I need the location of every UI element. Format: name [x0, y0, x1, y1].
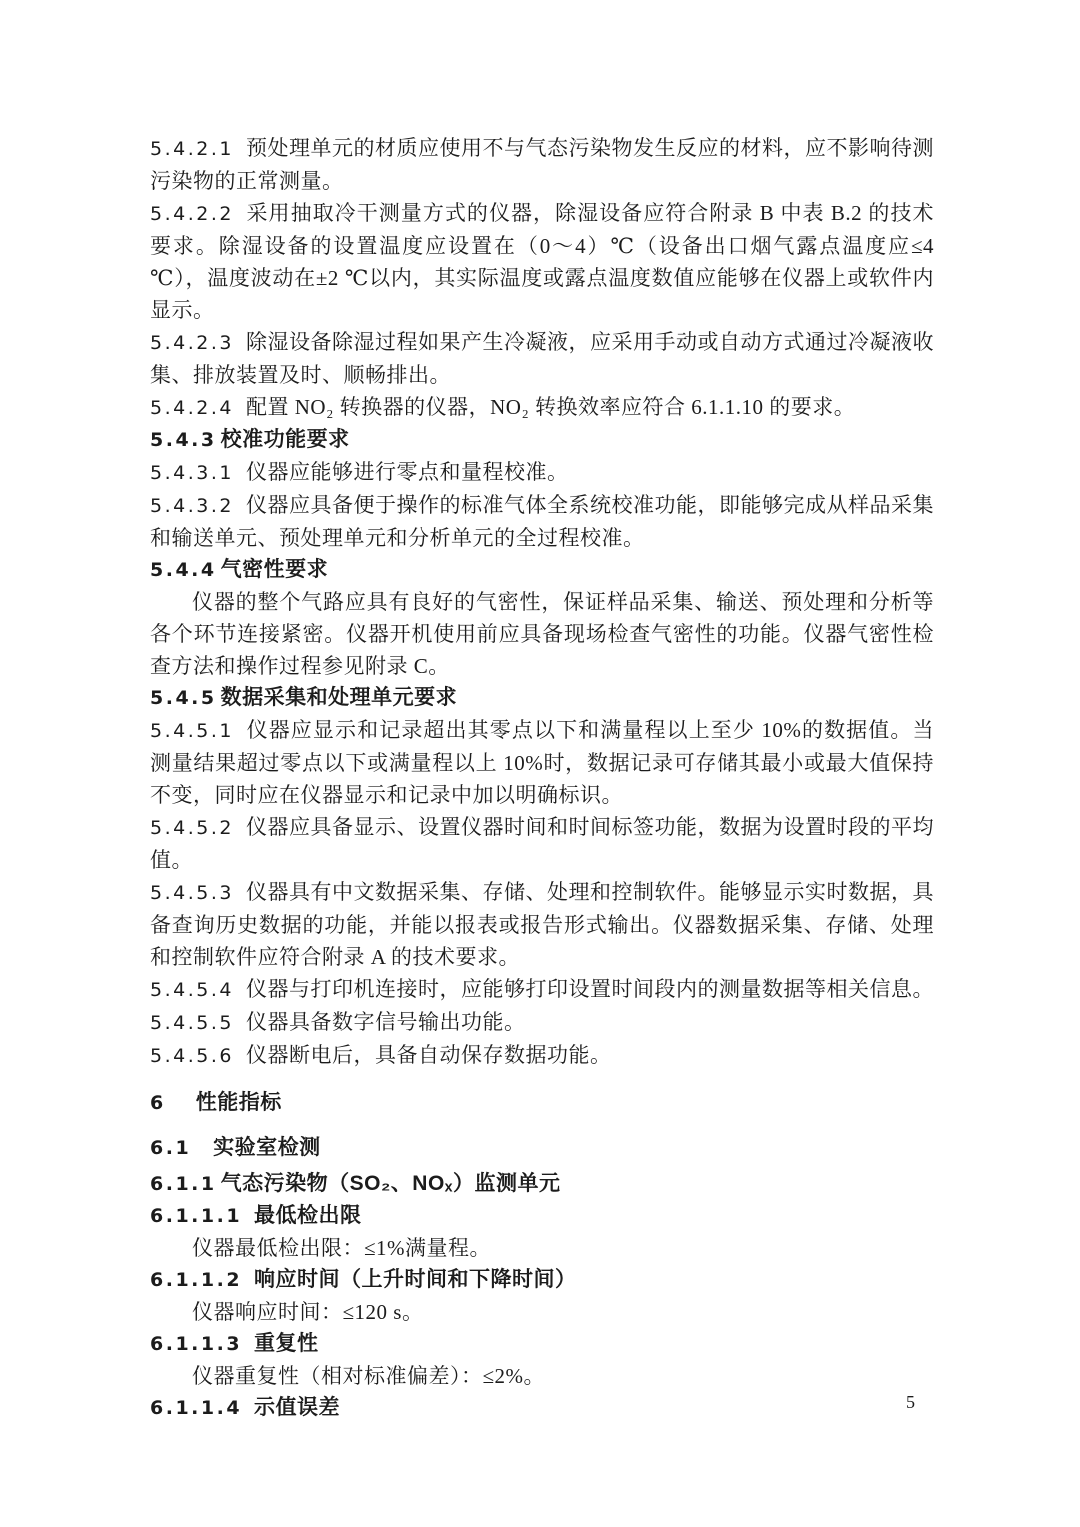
page-number: 5 — [906, 1392, 915, 1412]
clause-5-4-2-3 — [150, 326, 934, 391]
clause-5-4-5-5 — [150, 1006, 934, 1039]
heading-number: 6.1.1.1 — [150, 1205, 243, 1227]
clause-5-4-2-4 — [150, 391, 934, 424]
heading-5-4-3 — [150, 424, 934, 456]
paragraph-response-time — [150, 1296, 934, 1328]
clause-5-4-5-4 — [150, 973, 934, 1006]
clause-text: 仪器应能够进行零点和量程校准。 — [245, 460, 569, 484]
clause-text: 仪器应具备便于操作的标准气体全系统校准功能，即能够完成从样品采集和输送单元、预处理单元和分析单元的全过程校准。 — [150, 493, 934, 550]
heading-number: 5.4.4 — [150, 559, 217, 581]
clause-number: 5.4.5.3 — [150, 882, 234, 904]
clause-number: 5.4.5.6 — [150, 1045, 234, 1067]
clause-text: 仪器具有中文数据采集、存储、处理和控制软件。能够显示实时数据，具备查询历史数据的功能，并能以报表或报告形式输出。仪器数据采集、存储、处理和控制软件应符合附录 A 的技术要求。 — [150, 880, 934, 969]
clause-number: 5.4.2.4 — [150, 397, 234, 419]
chapter-number: 6 — [150, 1092, 166, 1114]
heading-6-1-1-3 — [150, 1328, 934, 1360]
heading-6-1-1-2 — [150, 1264, 934, 1296]
heading-6-1-1-4 — [150, 1392, 934, 1424]
clause-5-4-5-3 — [150, 876, 934, 973]
clause-text: 仪器应具备显示、设置仪器时间和时间标签功能，数据为设置时段的平均值。 — [150, 815, 934, 872]
heading-5-4-5 — [150, 682, 934, 714]
heading-text: 重复性 — [254, 1332, 319, 1355]
chapter-6 — [150, 1087, 934, 1119]
clause-text: 仪器具备数字信号输出功能。 — [245, 1010, 526, 1034]
section-6-1 — [150, 1132, 934, 1164]
clause-text: 仪器应显示和记录超出其零点以下和满量程以上至少 10%的数据值。当测量结果超过零点以下或满量程以上 10%时，数据记录可存储其最小或最大值保持不变，同时应在仪器显示和记录中加以明确标识。 — [150, 718, 934, 807]
clause-5-4-2-2 — [150, 197, 934, 326]
section-text: 实验室检测 — [213, 1136, 321, 1159]
clause-number: 5.4.3.1 — [150, 462, 234, 484]
paragraph-text: 仪器响应时间：≤120 s。 — [192, 1300, 424, 1324]
heading-text: 响应时间（上升时间和下降时间） — [254, 1268, 577, 1291]
chapter-text: 性能指标 — [195, 1091, 282, 1114]
document-content — [150, 132, 934, 1424]
clause-number: 5.4.5.2 — [150, 817, 234, 839]
clause-text: 仪器与打印机连接时，应能够打印设置时间段内的测量数据等相关信息。 — [245, 977, 934, 1001]
section-number: 6.1 — [150, 1137, 192, 1159]
paragraph-airtightness — [150, 586, 934, 682]
heading-text: 校准功能要求 — [220, 428, 350, 451]
paragraph-text: 仪器的整个气路应具有良好的气密性，保证样品采集、输送、预处理和分析等各个环节连接紧密。仪器开机使用前应具备现场检查气密性的功能。仪器气密性检查方法和操作过程参见附录 C。 — [150, 590, 934, 678]
clause-text: 采用抽取冷干测量方式的仪器，除湿设备应符合附录 B 中表 B.2 的技术要求。除湿设备的设置温度应设置在（0～4）℃（设备出口烟气露点温度应≤4 ℃），温度波动在±2 ℃以内，其实际温度或露点温度数值应能够在仪器上或软件内显示。 — [150, 201, 934, 322]
heading-number: 5.4.5 — [150, 687, 217, 709]
paragraph-repeatability — [150, 1360, 934, 1392]
heading-number: 6.1.1.2 — [150, 1269, 243, 1291]
clause-text: 除湿设备除湿过程如果产生冷凝液，应采用手动或自动方式通过冷凝液收集、排放装置及时、顺畅排出。 — [150, 330, 934, 387]
clause-number: 5.4.2.2 — [150, 203, 234, 225]
clause-number: 5.4.2.3 — [150, 332, 234, 354]
clause-5-4-5-2 — [150, 811, 934, 876]
heading-6-1-1 — [150, 1168, 934, 1200]
clause-5-4-3-1 — [150, 456, 934, 489]
heading-text: 数据采集和处理单元要求 — [220, 686, 458, 709]
clause-5-4-5-1 — [150, 714, 934, 811]
paragraph-text: 仪器重复性（相对标准偏差）：≤2%。 — [192, 1364, 546, 1388]
heading-number: 6.1.1 — [150, 1173, 217, 1195]
heading-text: 气态污染物（SO₂、NOₓ）监测单元 — [220, 1172, 561, 1195]
heading-number: 6.1.1.4 — [150, 1397, 243, 1419]
heading-number: 5.4.3 — [150, 429, 217, 451]
heading-text: 气密性要求 — [220, 558, 329, 581]
heading-number: 6.1.1.3 — [150, 1333, 243, 1355]
clause-5-4-3-2 — [150, 489, 934, 554]
heading-text: 示值误差 — [254, 1396, 341, 1419]
clause-text: 预处理单元的材质应使用不与气态污染物发生反应的材料，应不影响待测污染物的正常测量。 — [150, 136, 934, 193]
paragraph-text: 仪器最低检出限：≤1%满量程。 — [192, 1236, 492, 1260]
clause-number: 5.4.5.4 — [150, 979, 234, 1001]
clause-number: 5.4.5.1 — [150, 720, 234, 742]
heading-5-4-4 — [150, 554, 934, 586]
clause-5-4-2-1 — [150, 132, 934, 197]
clause-number: 5.4.3.2 — [150, 495, 234, 517]
clause-text: 配置 NO₂ 转换器的仪器，NO₂ 转换效率应符合 6.1.1.10 的要求。 — [245, 395, 856, 419]
clause-number: 5.4.5.5 — [150, 1012, 234, 1034]
clause-text: 仪器断电后，具备自动保存数据功能。 — [245, 1043, 612, 1067]
clause-5-4-5-6 — [150, 1039, 934, 1072]
clause-number: 5.4.2.1 — [150, 138, 234, 160]
heading-text: 最低检出限 — [254, 1204, 362, 1227]
paragraph-detection-limit — [150, 1232, 934, 1264]
heading-6-1-1-1 — [150, 1200, 934, 1232]
